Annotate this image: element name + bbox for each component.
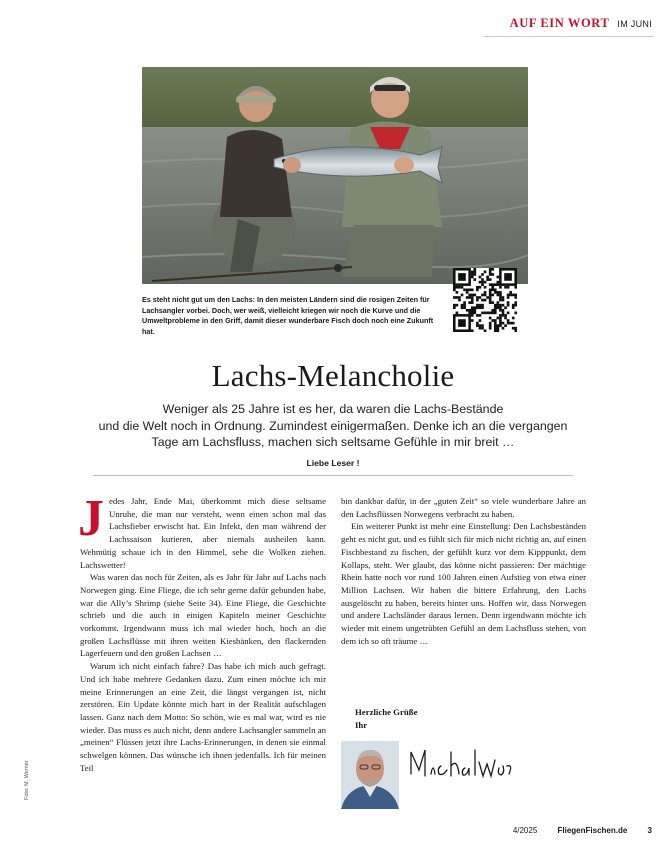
closing-greeting: Herzliche Grüße <box>355 707 418 717</box>
subtitle-line: Tage am Lachsfluss, machen sich seltsame Gefühle in mir breit … <box>151 435 515 449</box>
rubric-subtitle: IM JUNI <box>617 19 652 29</box>
body-paragraph <box>78 490 326 571</box>
drop-cap: J <box>78 490 104 547</box>
closing <box>355 706 417 731</box>
photo-credit: Foto: M. Werner <box>24 760 30 800</box>
body-paragraph: Ein weiterer Punkt ist mehr eine Einstellung: Den Lachsbeständen geht es nicht gut, und es fühlt sich für mich nicht richtig an, auf einen Fischbestand zu fischen, der gefühlt kurz vor dem Kipppunkt, dem Kollaps, steht. Wer glaubt, das könne nicht passieren: Der mächtige Rhein hatte noch vor rund 100 Jahren einen Aufstieg von etwa einer Million Lachsen. Wir haben die bittere Erfahrung, den Lachs ausgelöscht zu haben, bereits hinter uns. Hoffen wir, dass Norwegen und andere Lachsländer daraus lernen. Denn irgendwann möchte ich wieder mit einem ungetrübten Gefühl an dem Lachsfluss stehen, von dem ich so oft träume … <box>341 521 586 646</box>
photo-caption: Es steht nicht gut um den Lachs: In den meisten Ländern sind die rosigen Zeiten für Lachsangler vorbei. Doch, wer weiß, vielleicht kriegen wir noch die Kurve und die Umweltprobleme in den Griff, damit dieser wunderbare Fisch doch noch eine Zukunft hat. <box>142 295 434 336</box>
site-link[interactable]: FliegenFischen.de <box>557 826 628 835</box>
section-rubric <box>510 14 652 32</box>
body-paragraph: bin dankbar dafür, in der „guten Zeit“ so viele wunderbare Jahre an den Lachsflüssen Norwegens verbracht zu haben. <box>341 496 586 519</box>
article-title: Lachs-Melancholie <box>211 358 455 393</box>
salutation: Liebe Leser ! <box>306 458 360 468</box>
author-portrait <box>341 741 399 809</box>
issue-number: 4/2025 <box>512 826 538 835</box>
author-signature <box>405 744 517 788</box>
qr-code[interactable] <box>453 268 517 332</box>
subtitle-line: Weniger als 25 Jahre ist es her, da waren die Lachs-Bestände <box>162 402 504 416</box>
page-number: 3 <box>647 826 652 835</box>
rubric-title: AUF EIN WORT <box>509 16 610 30</box>
body-column-right <box>341 495 586 647</box>
body-paragraph: Warum ich nicht einfach fahre? Das habe ich mich auch gefragt. Und ich habe mehrere Gedanken dazu. Zum einen möchte ich mir meine Erinnerungen an eine Zeit, die längst vergangen ist, nicht zerstören. Ein Update könnte mich hart in der Realität aufschlagen lassen. Ganz nach dem Motto: So schön, wie es mal war, wird es nie wieder. Das muss es auch nicht, denn andere Lachsangler sammeln an „meinen“ Flüssen jetzt ihre Lachs-Erinnerungen, in denen sie einmal schwelgen können. Das wünsche ich ihnen jedenfalls. Ich für meinen Teil <box>80 661 326 773</box>
closing-ihr: Ihr <box>355 719 368 730</box>
salmon-photo <box>142 67 528 284</box>
section-divider <box>93 475 573 476</box>
page-footer <box>513 826 652 835</box>
paragraph-text: edes Jahr, Ende Mai, überkommt mich diese seltsame Unruhe, die man nur versteht, wenn einen schon mal das Lachsfieber erwischt hat. Ein Infekt, den man während der Lachssaison kurieren, aber niemals ausheilen kann. Wehmütig schaue ich in den Himmel, sehe die Wolken ziehen. Lachswetter! <box>80 496 326 570</box>
article-subtitle <box>80 401 586 451</box>
rubric-divider <box>484 36 654 37</box>
subtitle-line: und die Welt noch in Ordnung. Zumindest einigermaßen. Denke ich an die vergangen <box>98 418 568 433</box>
body-paragraph: Was waren das noch für Zeiten, als es Jahr für Jahr auf Lachs nach Norwegen ging. Eine Fliege, die ich sehr gerne dafür gebunden habe, war die Ally’s Shrimp (siehe Seite 34). Eine Fliege, die Geschichte schrieb und die auch in einigen Kapiteln meiner Geschichte vorkommt. Irgendwann muss ich mal wieder hoch, hoch an die großen Lachsflüsse mit ihren weiten Kiesbänken, den flackernden Lagerfeuern und den großen Lachsen … <box>80 572 326 659</box>
body-column-left <box>78 490 326 774</box>
